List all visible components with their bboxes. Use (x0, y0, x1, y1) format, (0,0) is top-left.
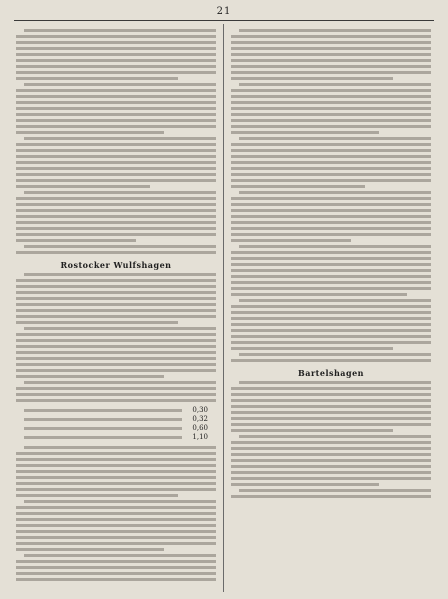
text-line (231, 179, 431, 182)
text-line (231, 173, 431, 176)
text-line (16, 315, 216, 318)
text-line (16, 542, 216, 545)
text-line (16, 339, 216, 342)
text-line (231, 281, 431, 284)
text-line (231, 89, 431, 92)
text-line (231, 453, 431, 456)
text-line (16, 131, 164, 134)
text-line (231, 161, 431, 164)
text-line (231, 251, 431, 254)
text-line (231, 119, 431, 122)
text-line (231, 221, 431, 224)
text-line (231, 65, 431, 68)
text-line (16, 387, 216, 390)
text-line (239, 489, 431, 492)
text-line (231, 465, 431, 468)
text-line (16, 512, 216, 515)
text-line (231, 347, 393, 350)
text-line (231, 471, 431, 474)
text-line (231, 441, 431, 444)
text-line (231, 305, 431, 308)
text-line (24, 554, 216, 557)
text-line (239, 29, 431, 32)
text-line (231, 77, 393, 80)
text-line (231, 459, 431, 462)
text-line (231, 387, 431, 390)
text-line (239, 299, 431, 302)
text-line (231, 311, 431, 314)
text-line (16, 458, 216, 461)
table-row (24, 433, 208, 442)
text-line (16, 357, 216, 360)
text-line (16, 530, 216, 533)
text-line (231, 393, 431, 396)
paragraph (16, 273, 216, 402)
text-line (16, 488, 216, 491)
text-line (239, 353, 431, 356)
text-line (16, 215, 216, 218)
text-line (16, 560, 216, 563)
text-line (16, 393, 216, 396)
text-line (231, 101, 431, 104)
text-line (239, 83, 431, 86)
text-line (231, 323, 431, 326)
text-line (16, 185, 150, 188)
table-value: 0,60 (192, 424, 208, 432)
table-value: 1,10 (192, 433, 208, 441)
text-line (231, 417, 431, 420)
text-line (16, 399, 216, 402)
text-line (16, 101, 216, 104)
text-line (231, 41, 431, 44)
text-line (231, 293, 407, 296)
text-line (16, 321, 178, 324)
text-line (16, 47, 216, 50)
text-line (24, 83, 216, 86)
text-line (231, 35, 431, 38)
text-line (24, 446, 216, 449)
text-line (231, 257, 431, 260)
text-line (231, 239, 351, 242)
text-line (231, 275, 431, 278)
text-line (24, 191, 216, 194)
text-line (231, 125, 431, 128)
text-line (16, 53, 216, 56)
text-line (231, 287, 431, 290)
text-line (231, 131, 379, 134)
text-line (16, 494, 178, 497)
text-line (16, 369, 216, 372)
text-line (231, 227, 431, 230)
text-line (16, 173, 216, 176)
text-line (231, 107, 431, 110)
text-line (231, 317, 431, 320)
text-line (16, 363, 216, 366)
text-line (16, 345, 216, 348)
text-line (16, 143, 216, 146)
text-line (16, 227, 216, 230)
text-line (239, 381, 431, 384)
text-line (16, 65, 216, 68)
text-line (231, 53, 431, 56)
page-number: 21 (216, 6, 232, 17)
text-line (16, 41, 216, 44)
text-line (231, 149, 431, 152)
left-column (16, 26, 216, 581)
text-line (231, 359, 431, 362)
table-row (24, 424, 208, 433)
text-line (16, 203, 216, 206)
text-line (16, 221, 216, 224)
text-line (16, 470, 216, 473)
text-line (24, 381, 216, 384)
text-line (231, 335, 431, 338)
text-line (231, 477, 431, 480)
text-line (231, 59, 431, 62)
text-line (16, 572, 216, 575)
text-line (24, 245, 216, 248)
text-line (231, 495, 431, 498)
text-line (16, 149, 216, 152)
text-line (231, 209, 431, 212)
text-line (231, 233, 431, 236)
text-line (16, 125, 216, 128)
text-line (16, 375, 164, 378)
section-heading: Bartelshagen (298, 368, 364, 378)
text-line (16, 161, 216, 164)
paragraph (16, 29, 216, 254)
text-line (16, 35, 216, 38)
text-line (16, 578, 216, 581)
text-line (16, 285, 216, 288)
paragraph (16, 446, 216, 581)
text-line (24, 29, 216, 32)
text-line (16, 71, 216, 74)
table-row (24, 406, 208, 415)
text-line (231, 71, 431, 74)
text-line (231, 95, 431, 98)
text-line (231, 329, 431, 332)
right-column (231, 26, 431, 498)
text-line (16, 297, 216, 300)
text-line (24, 273, 216, 276)
text-line (239, 191, 431, 194)
text-line (231, 203, 431, 206)
text-line (16, 113, 216, 116)
text-line (231, 411, 431, 414)
text-line (231, 429, 393, 432)
text-line (16, 279, 216, 282)
text-line (16, 506, 216, 509)
text-line (16, 119, 216, 122)
text-line (16, 351, 216, 354)
paragraph (231, 381, 431, 498)
text-line (16, 179, 216, 182)
text-line (16, 518, 216, 521)
text-line (231, 215, 431, 218)
text-line (24, 137, 216, 140)
text-line (16, 291, 216, 294)
text-line (16, 309, 216, 312)
text-line (16, 452, 216, 455)
text-line (16, 59, 216, 62)
text-line (231, 483, 379, 486)
text-line (16, 239, 136, 242)
section-heading: Rostocker Wulfshagen (60, 260, 172, 270)
text-line (239, 435, 431, 438)
text-line (24, 327, 216, 330)
text-line (231, 447, 431, 450)
text-line (231, 269, 431, 272)
text-line (16, 95, 216, 98)
text-line (16, 197, 216, 200)
text-line (16, 233, 216, 236)
text-line (16, 155, 216, 158)
text-line (16, 476, 216, 479)
text-line (239, 137, 431, 140)
table-value: 0,32 (192, 415, 208, 423)
paragraph (231, 29, 431, 362)
text-line (16, 464, 216, 467)
text-line (16, 548, 164, 551)
text-line (16, 524, 216, 527)
value-table (24, 406, 216, 442)
text-line (231, 405, 431, 408)
text-line (16, 251, 216, 254)
text-line (16, 333, 216, 336)
column-rule (223, 24, 224, 592)
text-line (231, 47, 431, 50)
text-line (16, 303, 216, 306)
text-line (16, 536, 216, 539)
table-row (24, 415, 208, 424)
text-line (16, 107, 216, 110)
text-line (16, 77, 178, 80)
text-line (231, 143, 431, 146)
text-line (24, 500, 216, 503)
text-line (231, 341, 431, 344)
text-line (16, 482, 216, 485)
text-line (231, 185, 365, 188)
text-line (239, 245, 431, 248)
text-line (231, 423, 431, 426)
text-line (16, 89, 216, 92)
text-line (231, 197, 431, 200)
text-line (231, 167, 431, 170)
text-line (231, 263, 431, 266)
text-line (231, 113, 431, 116)
text-line (231, 155, 431, 158)
table-value: 0,30 (192, 406, 208, 414)
text-line (16, 209, 216, 212)
text-line (231, 399, 431, 402)
header-rule (14, 20, 434, 21)
text-line (16, 167, 216, 170)
text-line (16, 566, 216, 569)
